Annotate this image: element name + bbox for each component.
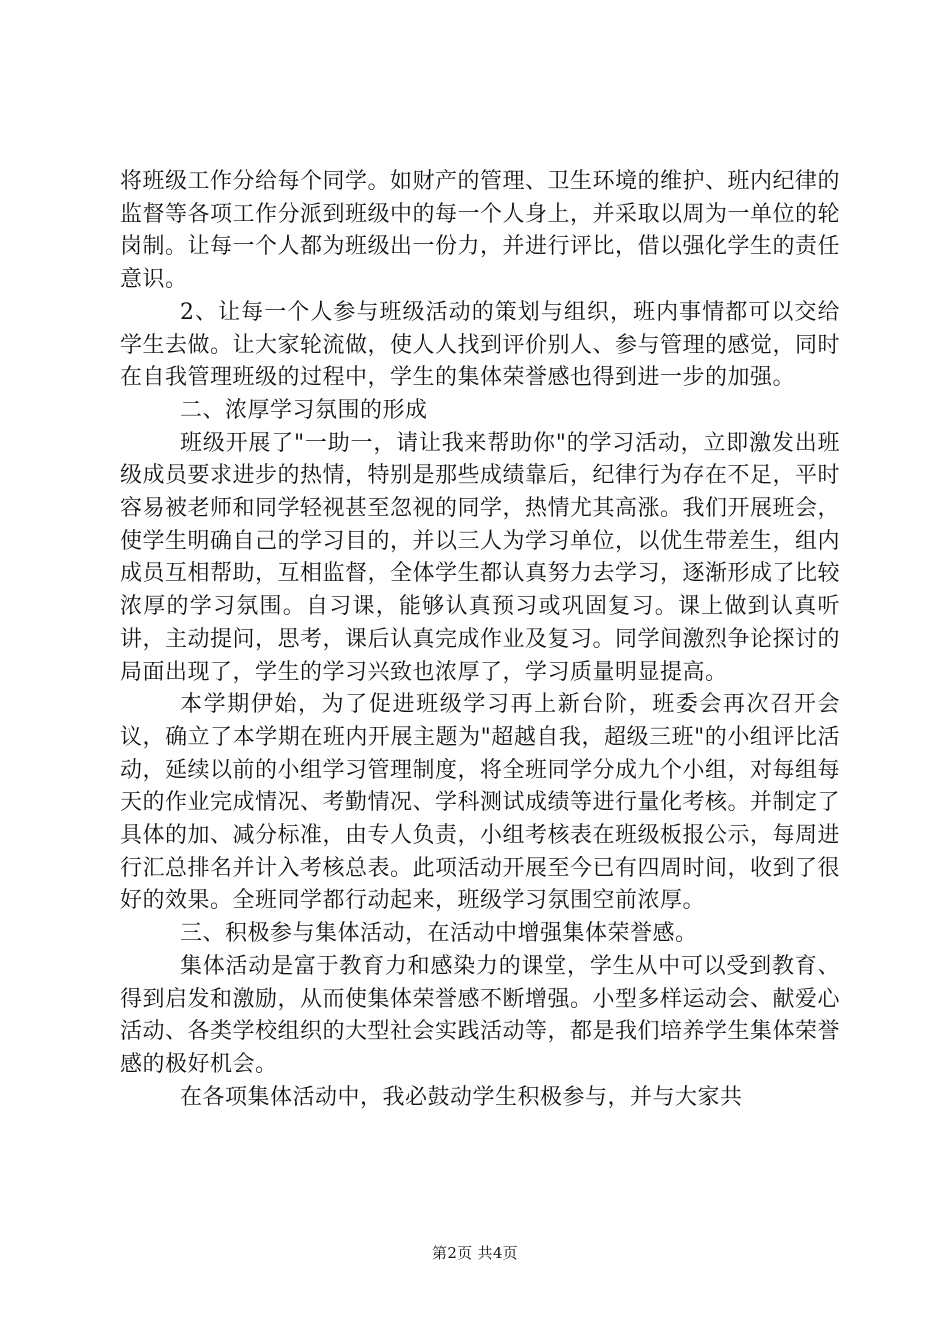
section-heading-3: 三、积极参与集体活动，在活动中增强集体荣誉感。 <box>180 921 698 947</box>
paragraph-1: 将班级工作分给每个同学。如财产的管理、卫生环境的维护、班内纪律的监督等各项工作分派到班级中的每一个人身上，并采取以周为一单位的轮岗制。让每一个人都为班级出一份力，并进行评比，借以强化学生的责任意识。 <box>120 169 841 293</box>
paragraph-3: 班级开展了"一助一，请让我来帮助你"的学习活动，立即激发出班级成员要求进步的热情，特别是那些成绩靠后，纪律行为存在不足，平时容易被老师和同学轻视甚至忽视的同学，热情尤其高涨。我们开展班会，使学生明确自己的学习目的，并以三人为学习单位，以优生带差生，组内成员互相帮助，互相监督，全体学生都认真努力去学习，逐渐形成了比较浓厚的学习氛围。自习课，能够认真预习或巩固复习。课上做到认真听讲，主动提问，思考，课后认真完成作业及复习。同学间激烈争论探讨的局面出现了，学生的学习兴致也浓厚了，学习质量明显提高。 <box>120 430 841 685</box>
paragraph-2: 2、让每一个人参与班级活动的策划与组织，班内事情都可以交给学生去做。让大家轮流做，使人人找到评价别人、参与管理的感觉，同时在自我管理班级的过程中，学生的集体荣誉感也得到进一步的加强。 <box>120 299 841 391</box>
page-footer: 第2页 共4页 <box>432 1244 518 1262</box>
paragraph-6: 在各项集体活动中，我必鼓动学生积极参与，并与大家共 <box>180 1084 743 1110</box>
document-body <box>120 166 840 1114</box>
paragraph-5: 集体活动是富于教育力和感染力的课堂，学生从中可以受到教育、得到启发和激励，从而使集体荣誉感不断增强。小型多样运动会、献爱心活动、各类学校组织的大型社会实践活动等，都是我们培养学生集体荣誉感的极好机会。 <box>120 953 841 1077</box>
paragraph-4: 本学期伊始，为了促进班级学习再上新台阶，班委会再次召开会议，确立了本学期在班内开展主题为"超越自我，超级三班"的小组评比活动，延续以前的小组学习管理制度，将全班同学分成九个小组，对每组每天的作业完成情况、考勤情况、学科测试成绩等进行量化考核。并制定了具体的加、减分标准，由专人负责，小组考核表在班级板报公示，每周进行汇总排名并计入考核总表。此项活动开展至今已有四周时间，收到了很好的效果。全班同学都行动起来，班级学习氛围空前浓厚。 <box>120 692 841 914</box>
section-heading-2: 二、浓厚学习氛围的形成 <box>180 397 428 423</box>
